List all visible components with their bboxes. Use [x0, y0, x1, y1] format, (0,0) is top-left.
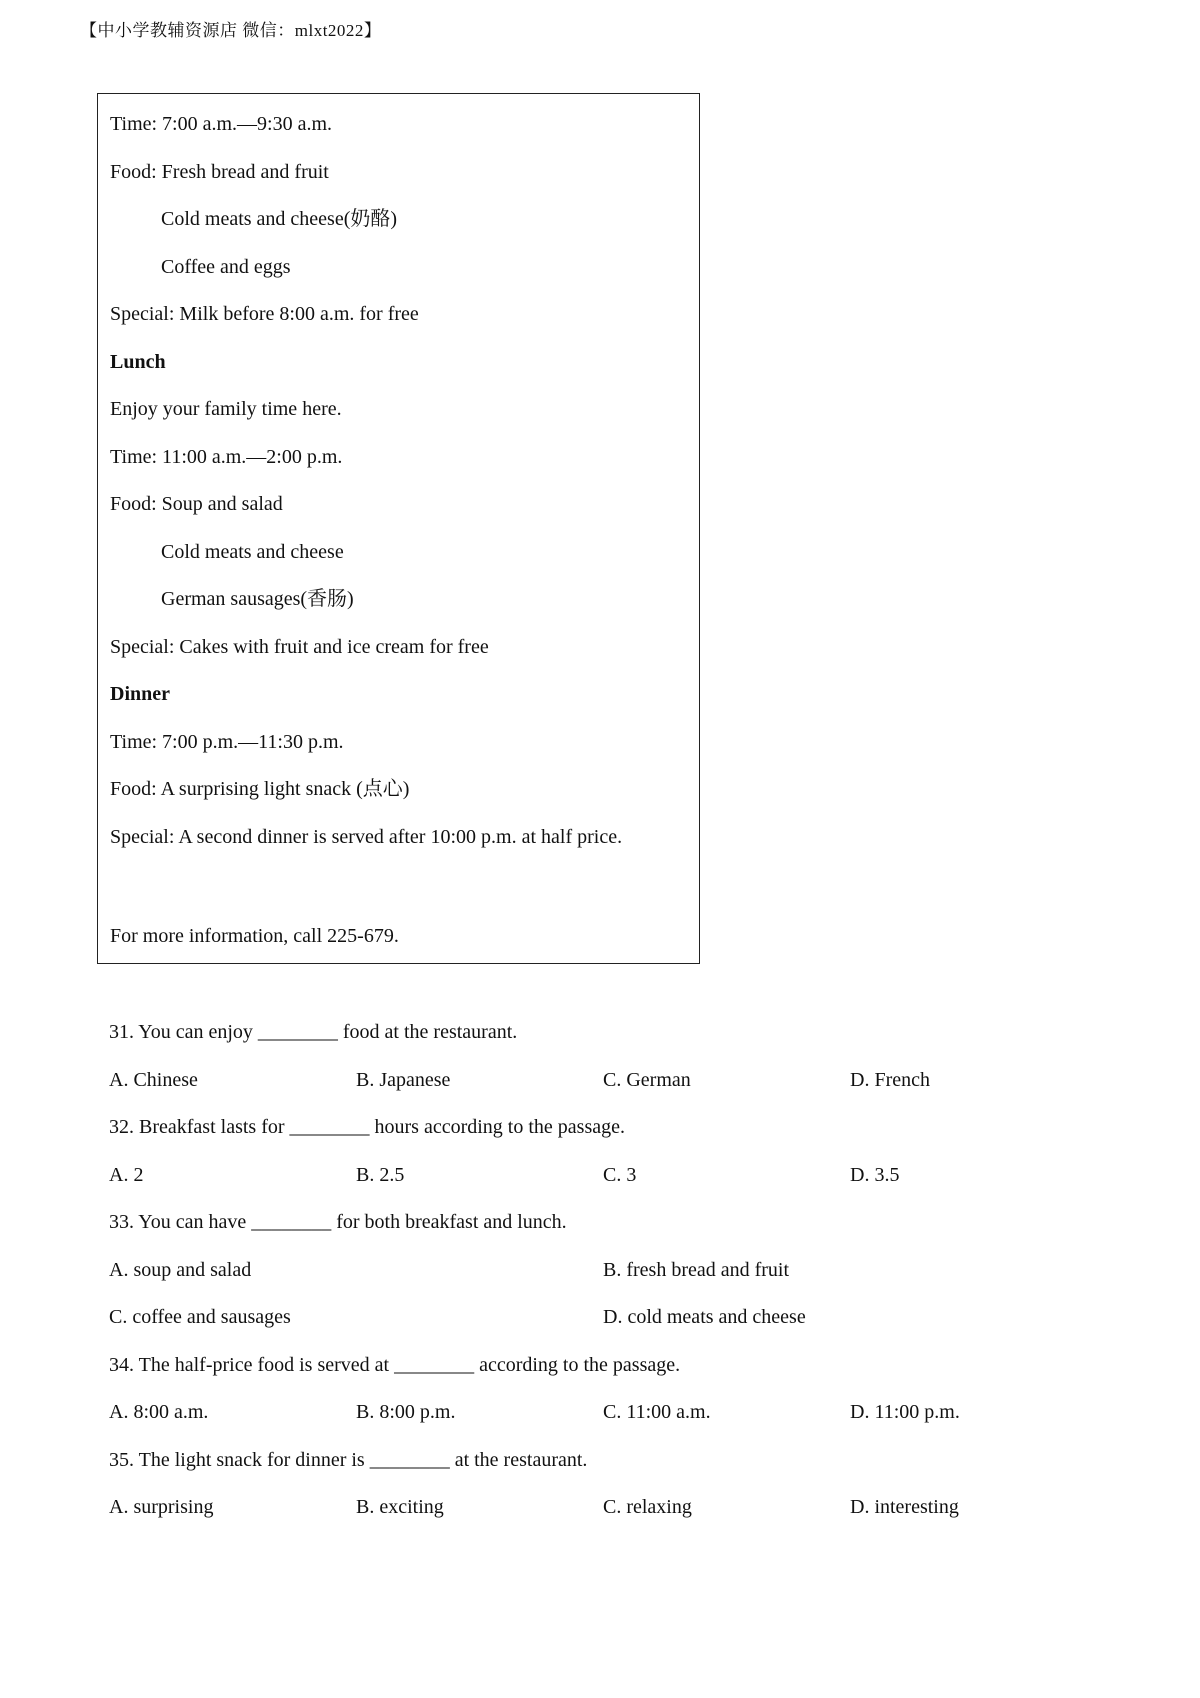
question-stem: 32. Breakfast lasts for ________ hours according to the passage. [109, 1116, 625, 1138]
answer-option: C. 11:00 a.m. [603, 1401, 711, 1423]
answer-option: A. surprising [109, 1496, 214, 1518]
page-header-watermark: 【中小学教辅资源店 微信：mlxt2022】 [80, 21, 382, 40]
answer-option: B. 8:00 p.m. [356, 1401, 456, 1423]
answer-option: D. 11:00 p.m. [850, 1401, 960, 1423]
answer-option: D. cold meats and cheese [603, 1306, 806, 1328]
question-stem: 33. You can have ________ for both breakfast and lunch. [109, 1211, 567, 1233]
menu-line: Coffee and eggs [161, 255, 291, 278]
answer-option: D. interesting [850, 1496, 959, 1518]
menu-line: Food: Fresh bread and fruit [110, 160, 329, 183]
menu-section-heading: Dinner [110, 683, 170, 705]
answer-option: C. 3 [603, 1163, 637, 1186]
menu-line: Special: A second dinner is served after 10:00 p.m. at half price. [110, 825, 623, 848]
menu-line: Time: 11:00 a.m.—2:00 p.m. [110, 445, 343, 468]
menu-line: Special: Milk before 8:00 a.m. for free [110, 303, 419, 325]
menu-line: Time: 7:00 a.m.—9:30 a.m. [110, 113, 333, 135]
menu-line: German sausages(香肠) [161, 588, 354, 610]
answer-option: D. French [850, 1068, 930, 1091]
answer-option: C. relaxing [603, 1496, 692, 1518]
menu-line: Time: 7:00 p.m.—11:30 p.m. [110, 730, 344, 753]
menu-line: Enjoy your family time here. [110, 398, 342, 420]
answer-option: A. soup and salad [109, 1258, 252, 1281]
restaurant-menu-box [97, 93, 700, 964]
menu-section-heading: Lunch [110, 350, 166, 373]
question-stem: 35. The light snack for dinner is ________ at the restaurant. [109, 1448, 588, 1471]
answer-option: B. exciting [356, 1496, 444, 1518]
answer-option: B. fresh bread and fruit [603, 1258, 790, 1281]
menu-contact-line: For more information, call 225-679. [110, 925, 399, 947]
answer-option: A. 8:00 a.m. [109, 1401, 209, 1423]
question-stem: 31. You can enjoy ________ food at the restaurant. [109, 1021, 518, 1043]
answer-option: A. Chinese [109, 1068, 198, 1091]
answer-option: B. Japanese [356, 1068, 451, 1091]
answer-option: C. coffee and sausages [109, 1306, 291, 1328]
menu-line: Food: A surprising light snack (点心) [110, 778, 410, 800]
question-stem: 34. The half-price food is served at ________ according to the passage. [109, 1353, 681, 1376]
answer-option: B. 2.5 [356, 1163, 405, 1186]
menu-line: Food: Soup and salad [110, 493, 283, 515]
menu-line: Special: Cakes with fruit and ice cream for free [110, 635, 489, 658]
answer-option: A. 2 [109, 1163, 144, 1186]
answer-option: D. 3.5 [850, 1163, 900, 1186]
answer-option: C. German [603, 1068, 691, 1091]
menu-line: Cold meats and cheese [161, 540, 344, 563]
menu-line: Cold meats and cheese(奶酪) [161, 208, 398, 230]
